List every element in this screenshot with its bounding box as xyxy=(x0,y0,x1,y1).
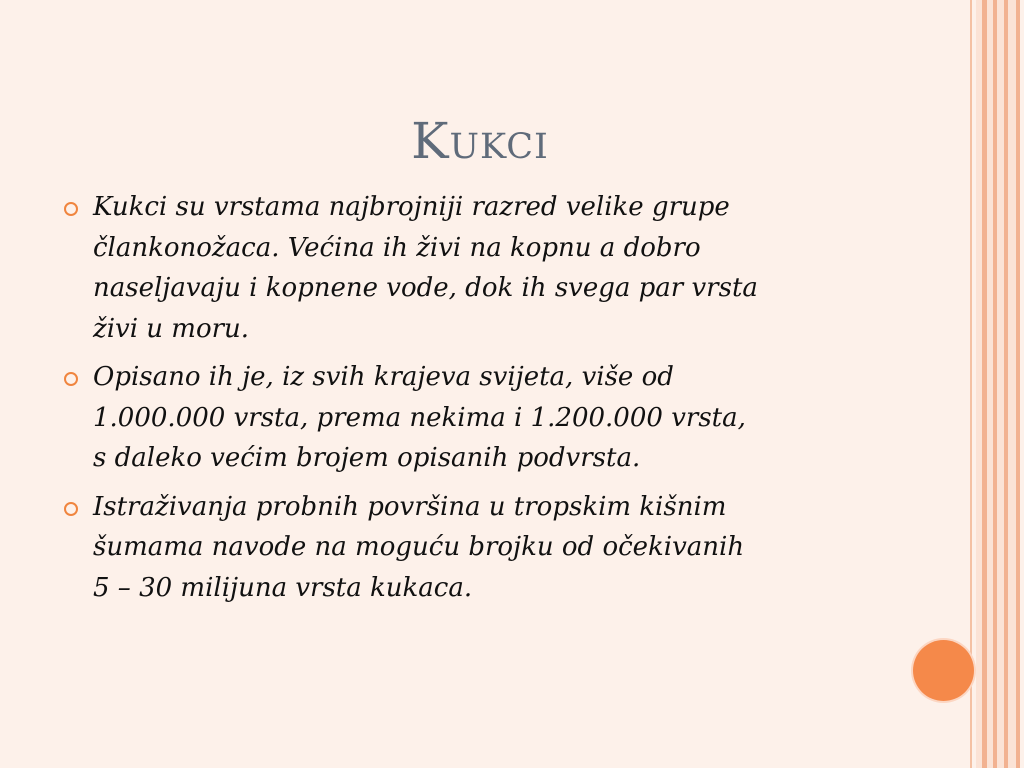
bullet-item xyxy=(64,487,894,609)
bullet-line: 1.000.000 vrsta, prema nekima i 1.200.000 vrsta, xyxy=(93,402,746,433)
bullet-line: 5 – 30 milijuna vrsta kukaca. xyxy=(93,572,473,603)
ring-bullet-icon xyxy=(64,202,78,216)
bullet-line: Opisano ih je, iz svih krajeva svijeta, više od xyxy=(93,362,674,392)
bullet-line: člankonožaca. Većina ih živi na kopnu a dobro xyxy=(93,232,701,263)
bullet-text xyxy=(93,357,746,479)
bullet-list xyxy=(64,187,894,616)
ring-bullet-icon xyxy=(64,502,78,516)
bullet-text xyxy=(93,187,758,349)
orange-circle-decoration xyxy=(913,640,974,701)
bullet-line: šumama navode na moguću brojku od očekivanih xyxy=(93,532,745,562)
bullet-text xyxy=(93,487,744,609)
bullet-line: naseljavaju i kopnene vode, dok ih svega par vrsta xyxy=(93,273,758,303)
bullet-item xyxy=(64,357,894,479)
slide-title: Kukci xyxy=(411,111,549,170)
bullet-line: živi u moru. xyxy=(93,313,250,344)
bullet-line: s daleko većim brojem opisanih podvrsta. xyxy=(93,443,641,473)
ring-bullet-icon xyxy=(64,372,78,386)
bullet-line: Istraživanja probnih površina u tropskim kišnim xyxy=(93,491,727,522)
bullet-item xyxy=(64,187,894,349)
side-stripes-decoration xyxy=(976,0,1024,768)
bullet-line: Kukci su vrstama najbrojniji razred velike grupe xyxy=(93,192,730,222)
